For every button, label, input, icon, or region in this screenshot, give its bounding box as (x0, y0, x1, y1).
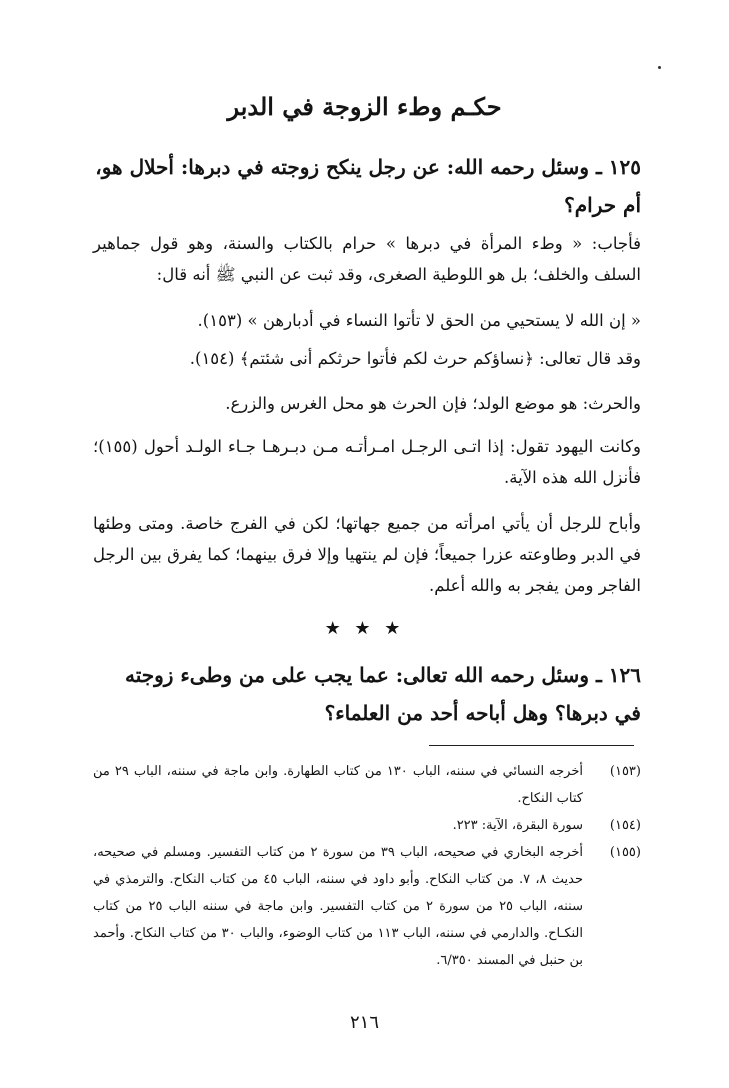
footnote-number: (١٥٤) (609, 818, 641, 833)
jews-saying-paragraph: وكانت اليهود تقول: إذا اتـى الرجـل امـرأتـه مـن دبـرهـا جـاء الولـد أحول (١٥٥)؛ فأنزل الله هذه الآية. (93, 437, 641, 487)
footnote-155 (93, 839, 641, 974)
section-divider-stars: ★ ★ ★ (324, 618, 405, 639)
footnote-text: أخرجه البخاري في صحيحه، الباب ٣٩ من سورة ٢ من كتاب التفسير. ومسلم في صحيحه، حديث ٨، ٧. من كتاب النكاح. وأبو داود في سننه، الباب ٤٥ من كتاب النكاح. والترمذي في سننه، الباب ٢٥ من سورة ٢ من كتاب التفسير. وابن ماجة في سننه الباب ٢٥ من كتاب النكـاح. والدارمي في سننه، الباب ١١٣ من كتاب الوضوء، والباب ٣٠ من كتاب النكاح. وأحمد بن حنبل في المسند ٦/٣٥٠. (93, 845, 583, 968)
footnote-text: سورة البقرة، الآية: ٢٢٣. (452, 818, 583, 833)
footnotes (93, 758, 641, 974)
footnote-text: أخرجه النسائي في سننه، الباب ١٣٠ من كتاب الطهارة. وابن ماجة في سننه، الباب ٢٩ من كتاب النكاح. (93, 764, 583, 806)
ruling-paragraph: وأباح للرجل أن يأتي امرأته من جميع جهاتها؛ لكن في الفرج خاصة. ومتى وطئها في الدبر وطاوعته عزرا جميعاً؛ فإن لم ينتهيا وإلا فرق بينهما؛ كما يفرق بين الرجل الفاجر ومن يفجر به والله أعلم. (93, 514, 641, 595)
harth-definition: والحرث: هو موضع الولد؛ فإن الحرث هو محل الغرس والزرع. (225, 394, 641, 413)
footnote-number: (١٥٥) (609, 845, 641, 860)
page-number: ٢١٦ (349, 1012, 379, 1033)
footnote-154 (93, 812, 641, 839)
footnote-153 (93, 758, 641, 812)
footnote-number: (١٥٣) (609, 764, 641, 779)
quran-verse: وقد قال تعالى: ﴿نساؤكم حرث لكم فأتوا حرثكم أنى شئتم﴾ (١٥٤). (189, 349, 641, 368)
question-126: ١٢٦ ـ وسئل رحمه الله تعالى: عما يجب على من وطىء زوجته في دبرها؟ وهل أباحه أحد من العلماء؟ (125, 663, 641, 725)
hadith-quote: « إن الله لا يستحيي من الحق لا تأتوا النساء في أدبارهن » (١٥٣). (197, 311, 641, 330)
ink-speck (658, 66, 661, 69)
footnote-separator (429, 745, 634, 746)
section-heading: حكـم وطء الزوجة في الدبر (227, 92, 502, 121)
question-125: ١٢٥ ـ وسئل رحمه الله: عن رجل ينكح زوجته في دبرها: أحلال هو، أم حرام؟ (95, 155, 641, 217)
answer-paragraph: فأجاب: « وطء المرأة في دبرها » حرام بالكتاب والسنة، وهو قول جماهير السلف والخلف؛ بل هو اللوطية الصغرى، وقد ثبت عن النبي ﷺ أنه قال: (93, 234, 641, 284)
